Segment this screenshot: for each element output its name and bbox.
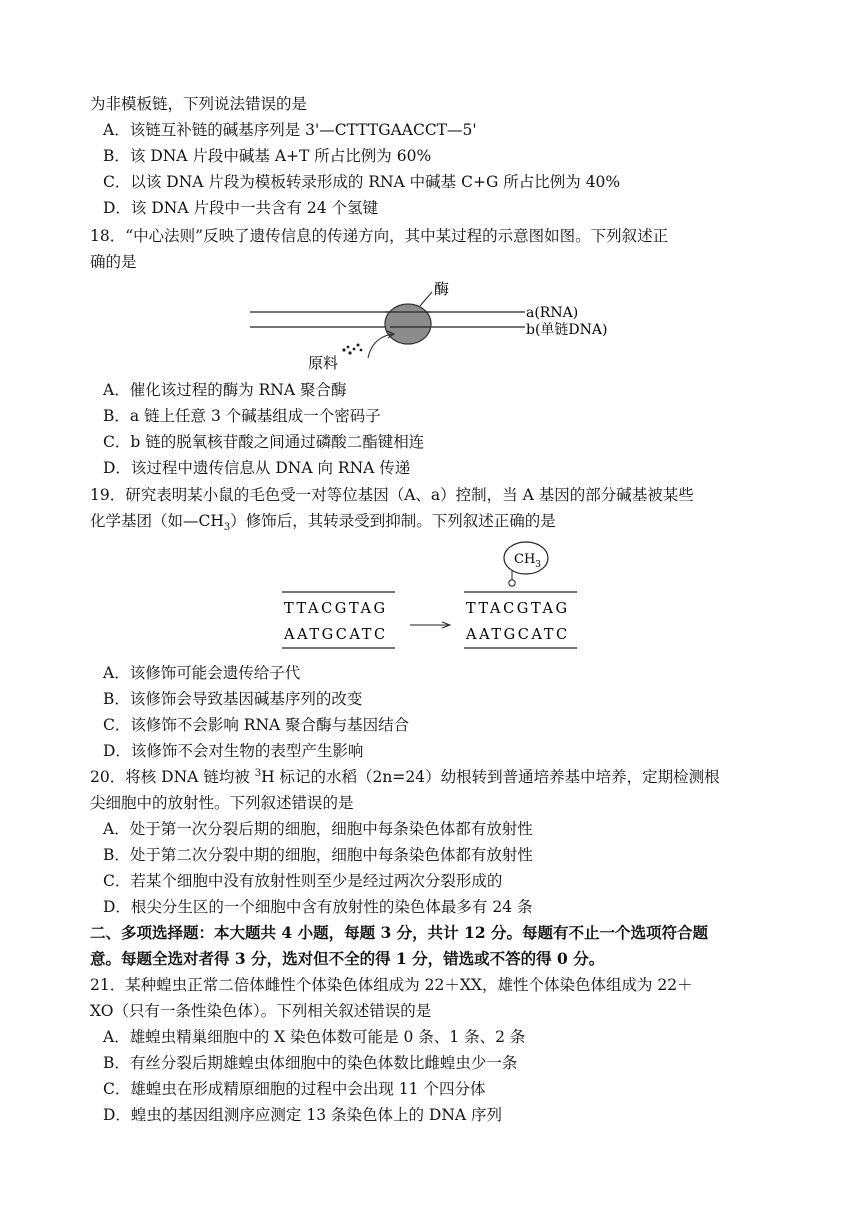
strand-a-label: a(RNA) [526, 305, 579, 321]
q18-transcription-figure [240, 276, 630, 376]
q17-option-b: B．该 DNA 片段中碱基 A+T 所占比例为 60% [103, 147, 432, 165]
q21-stem-line2: XO（只有一条性染色体）。下列相关叙述错误的是 [90, 1002, 432, 1020]
section2-heading-line1: 二、多项选择题：本大题共 4 小题，每题 3 分，共计 12 分。每题有不止一个选项符合题 [90, 923, 709, 942]
raw-material-label: 原料 [308, 354, 339, 372]
section2-heading-line2: 意。每题全选对者得 3 分，选对但不全的得 1 分，错选或不答的得 0 分。 [90, 949, 605, 968]
q21-option-d: D．蝗虫的基因组测序应测定 13 条染色体上的 DNA 序列 [103, 1106, 503, 1124]
enzyme-label: 酶 [434, 280, 450, 298]
strand-b-label: b(单链DNA) [526, 322, 608, 338]
q21-stem-line1: 21．某种蝗虫正常二倍体雌性个体染色体组成为 22＋XX，雄性个体染色体组成为 22＋ [90, 976, 693, 994]
left-top-sequence: TTACGTAG [284, 601, 388, 617]
enzyme-pointer [420, 292, 432, 306]
q19-stem-line1: 19．研究表明某小鼠的毛色受一对等位基因（A、a）控制，当 A 基因的部分碱基被某些 [90, 486, 694, 504]
right-top-sequence: TTACGTAG [466, 601, 570, 617]
q20-option-d: D．根尖分生区的一个细胞中含有放射性的染色体最多有 24 条 [103, 898, 533, 916]
q18-option-c: C．b 链的脱氧核苷酸之间通过磷酸二酯键相连 [103, 433, 425, 451]
q18-option-b: B．a 链上任意 3 个碱基组成一个密码子 [103, 407, 381, 425]
q21-option-a: A．雄蝗虫精巢细胞中的 X 染色体数可能是 0 条、1 条、2 条 [103, 1028, 526, 1046]
q20-stem-line2: 尖细胞中的放射性。下列叙述错误的是 [90, 794, 354, 812]
q19-option-a: A．该修饰可能会遗传给子代 [103, 664, 301, 682]
q17-option-d: D．该 DNA 片段中一共含有 24 个氢键 [103, 199, 379, 217]
nucleotide-dots [342, 344, 362, 355]
q20-option-c: C．若某个细胞中没有放射性则至少是经过两次分裂形成的 [103, 872, 503, 890]
q21-option-b: B．有丝分裂后期雄蝗虫体细胞中的染色体数比雌蝗虫少一条 [103, 1054, 518, 1072]
q20-option-a: A．处于第一次分裂后期的细胞，细胞中每条染色体都有放射性 [103, 820, 533, 838]
q18-stem-line2: 确的是 [90, 253, 137, 271]
q18-stem-line1: 18．“中心法则”反映了遗传信息的传递方向，其中某过程的示意图如图。下列叙述正 [90, 227, 669, 245]
q17-stem-tail: 为非模板链，下列说法错误的是 [90, 95, 308, 113]
q17-option-a: A．该链互补链的碱基序列是 3'—CTTTGAACCT—5' [103, 121, 477, 139]
left-bottom-sequence: AATGCATC [284, 627, 388, 643]
q18-option-a: A．催化该过程的酶为 RNA 聚合酶 [103, 381, 347, 399]
methyl-label: $CH_3$ [514, 552, 542, 570]
right-bottom-sequence: AATGCATC [466, 627, 570, 643]
q18-option-d: D．该过程中遗传信息从 DNA 向 RNA 传递 [103, 459, 411, 477]
q19-methylation-figure [270, 538, 590, 653]
q19-option-d: D．该修饰不会对生物的表型产生影响 [103, 742, 364, 760]
q19-option-c: C．该修饰不会影响 RNA 聚合酶与基因结合 [103, 716, 410, 734]
enzyme-ellipse [385, 304, 431, 344]
q20-stem-line1: 20．将核 DNA 链均被 $^3$H 标记的水稻（2n=24）幼根转到普通培养基中培养，定期检测根 [90, 767, 720, 786]
q19-option-b: B．该修饰会导致基因碱基序列的改变 [103, 690, 363, 708]
q17-option-c: C．以该 DNA 片段为模板转录形成的 RNA 中碱基 C+G 所占比例为 40% [103, 173, 621, 191]
q19-stem-line2: 化学基团（如$—CH_3$）修饰后，其转录受到抑制。下列叙述正确的是 [90, 512, 556, 534]
q20-option-b: B．处于第二次分裂中期的细胞，细胞中每条染色体都有放射性 [103, 846, 533, 864]
q21-option-c: C．雄蝗虫在形成精原细胞的过程中会出现 11 个四分体 [103, 1080, 486, 1098]
methyl-attach-point [509, 580, 515, 586]
